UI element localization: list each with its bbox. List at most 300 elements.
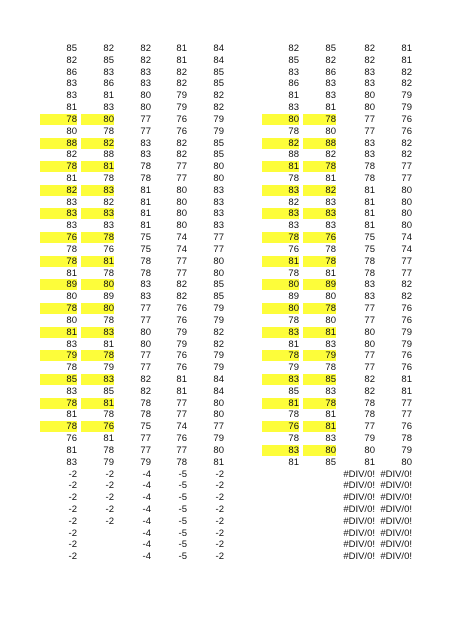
right-cell-r35-c2: 81 (364, 456, 375, 468)
right-cell-r39-c0 (262, 504, 299, 515)
left-cell-r9-c0: 82 (66, 149, 77, 161)
right-cell-r25-c0: 81 (288, 338, 299, 350)
right-cell-r15-c0: 83 (288, 220, 299, 232)
left-cell-r27-c3: 76 (176, 362, 187, 374)
right-cell-r1-c0: 85 (288, 54, 299, 66)
right-cell-r29-c2: 82 (364, 385, 375, 397)
left-cell-r0-c1: 82 (103, 43, 114, 54)
right-cell-r33-c0: 78 (288, 433, 299, 445)
right-cell-r9-c0: 88 (288, 149, 299, 161)
right-cell-r21-c0: 89 (288, 291, 299, 303)
right-cell-r41-c3: #DIV/0! (380, 527, 412, 539)
right-cell-r2-c0: 83 (288, 66, 299, 78)
left-cell-r35-c1: 79 (103, 456, 114, 468)
right-cell-r36-c0 (262, 469, 299, 480)
right-cell-r15-c2: 81 (364, 220, 375, 232)
left-cell-r42-c2: -4 (142, 539, 151, 551)
right-cell-r3-c0: 86 (288, 78, 299, 90)
right-cell-r30-c1: 78 (303, 398, 336, 409)
left-cell-r37-c4: -2 (215, 480, 224, 492)
left-cell-r26-c0: 79 (40, 350, 77, 361)
right-cell-r0-c1: 85 (325, 43, 336, 54)
left-cell-r34-c2: 77 (140, 444, 151, 456)
left-cell-r11-c4: 80 (213, 173, 224, 185)
left-cell-r7-c1: 78 (103, 125, 114, 137)
right-cell-r9-c3: 82 (401, 149, 412, 161)
left-cell-r22-c2: 77 (140, 303, 151, 315)
left-cell-r1-c1: 85 (103, 54, 114, 66)
right-cell-r29-c1: 83 (325, 385, 336, 397)
left-cell-r21-c4: 85 (213, 291, 224, 303)
left-cell-r31-c4: 80 (213, 409, 224, 421)
left-cell-r43-c1 (81, 551, 114, 562)
left-cell-r20-c4: 85 (213, 279, 224, 291)
left-cell-r14-c1: 83 (81, 208, 114, 219)
right-cell-r7-c1: 80 (325, 125, 336, 137)
left-cell-r6-c3: 76 (176, 113, 187, 125)
left-cell-r11-c0: 81 (66, 173, 77, 185)
right-cell-r8-c0: 82 (262, 138, 299, 149)
left-cell-r21-c1: 89 (103, 291, 114, 303)
right-cell-r12-c3: 80 (401, 184, 412, 196)
right-cell-r29-c3: 81 (401, 385, 412, 397)
left-cell-r19-c4: 80 (213, 267, 224, 279)
right-cell-r26-c0: 78 (262, 350, 299, 361)
left-cell-r5-c1: 83 (103, 102, 114, 114)
left-cell-r35-c2: 79 (140, 456, 151, 468)
left-cell-r39-c4: -2 (215, 503, 224, 515)
right-cell-r31-c0: 78 (288, 409, 299, 421)
right-cell-r43-c3: #DIV/0! (380, 551, 412, 563)
left-cell-r13-c1: 82 (103, 196, 114, 208)
left-cell-r40-c4: -2 (215, 515, 224, 527)
left-cell-r33-c2: 77 (140, 433, 151, 445)
right-cell-r20-c1: 89 (303, 279, 336, 290)
left-cell-r17-c4: 77 (213, 243, 224, 255)
right-cell-r21-c1: 80 (325, 291, 336, 303)
right-cell-r11-c0: 78 (288, 173, 299, 185)
right-cell-r5-c3: 79 (401, 102, 412, 114)
left-cell-r30-c2: 78 (140, 397, 151, 409)
left-cell-r41-c1 (81, 528, 114, 539)
left-cell-r13-c4: 83 (213, 196, 224, 208)
left-cell-r27-c0: 78 (66, 362, 77, 374)
right-cell-r18-c0: 81 (262, 256, 299, 267)
left-cell-r2-c2: 83 (140, 66, 151, 78)
left-cell-r23-c0: 80 (66, 314, 77, 326)
left-cell-r8-c4: 85 (213, 137, 224, 149)
right-cell-r42-c2: #DIV/0! (343, 539, 375, 551)
right-cell-r3-c1: 83 (325, 78, 336, 90)
left-cell-r7-c2: 77 (140, 125, 151, 137)
left-cell-r9-c1: 88 (103, 149, 114, 161)
left-cell-r37-c0: -2 (68, 480, 77, 492)
left-cell-r34-c1: 78 (103, 444, 114, 456)
left-cell-r28-c3: 81 (176, 373, 187, 385)
left-cell-r29-c3: 81 (176, 385, 187, 397)
left-cell-r42-c4: -2 (215, 539, 224, 551)
left-cell-r19-c0: 81 (66, 267, 77, 279)
left-cell-r19-c3: 77 (176, 267, 187, 279)
left-cell-r43-c2: -4 (142, 551, 151, 563)
left-cell-r13-c0: 83 (66, 196, 77, 208)
left-cell-r32-c1: 76 (81, 421, 114, 432)
right-cell-r20-c3: 82 (401, 279, 412, 291)
left-cell-r33-c3: 76 (176, 433, 187, 445)
right-cell-r20-c2: 83 (364, 279, 375, 291)
left-cell-r36-c3: -5 (178, 468, 187, 480)
right-cell-r27-c2: 77 (364, 362, 375, 374)
left-cell-r8-c1: 82 (81, 138, 114, 149)
right-cell-r36-c2: #DIV/0! (343, 468, 375, 480)
right-cell-r25-c3: 79 (401, 338, 412, 350)
right-cell-r21-c3: 82 (401, 291, 412, 303)
left-cell-r6-c2: 77 (140, 113, 151, 125)
left-cell-r12-c1: 83 (81, 185, 114, 196)
right-cell-r12-c2: 81 (364, 184, 375, 196)
right-cell-r17-c3: 74 (401, 243, 412, 255)
left-cell-r42-c3: -5 (178, 539, 187, 551)
left-cell-r24-c2: 80 (140, 326, 151, 338)
left-cell-r30-c3: 77 (176, 397, 187, 409)
left-cell-r6-c4: 79 (213, 113, 224, 125)
left-cell-r25-c3: 79 (176, 338, 187, 350)
right-cell-r0-c2: 82 (364, 43, 375, 54)
right-cell-r33-c1: 83 (325, 433, 336, 445)
left-cell-r10-c0: 78 (40, 161, 77, 172)
left-cell-r15-c3: 80 (176, 220, 187, 232)
left-cell-r2-c1: 83 (103, 66, 114, 78)
left-cell-r18-c1: 81 (81, 256, 114, 267)
right-cell-r7-c0: 78 (288, 125, 299, 137)
left-cell-r12-c2: 81 (140, 184, 151, 196)
right-cell-r30-c3: 77 (401, 397, 412, 409)
right-cell-r22-c3: 76 (401, 303, 412, 315)
left-cell-r31-c0: 81 (66, 409, 77, 421)
right-cell-r10-c0: 81 (262, 161, 299, 172)
left-cell-r23-c3: 76 (176, 314, 187, 326)
right-cell-r43-c1 (303, 551, 336, 562)
left-cell-r32-c4: 77 (213, 421, 224, 433)
right-cell-r31-c2: 78 (364, 409, 375, 421)
right-cell-r8-c1: 88 (303, 138, 336, 149)
left-cell-r35-c3: 78 (176, 456, 187, 468)
left-cell-r17-c3: 74 (176, 243, 187, 255)
right-cell-r12-c0: 83 (262, 185, 299, 196)
left-cell-r29-c0: 83 (66, 385, 77, 397)
left-cell-r34-c0: 81 (66, 444, 77, 456)
right-cell-r27-c3: 76 (401, 362, 412, 374)
left-cell-r34-c4: 80 (213, 444, 224, 456)
left-cell-r32-c0: 78 (40, 421, 77, 432)
left-cell-r20-c0: 89 (40, 279, 77, 290)
right-cell-r36-c1 (303, 469, 336, 480)
left-cell-r9-c2: 83 (140, 149, 151, 161)
left-cell-r24-c3: 79 (176, 326, 187, 338)
left-cell-r28-c1: 83 (81, 374, 114, 385)
left-cell-r36-c0: -2 (68, 468, 77, 480)
left-cell-r3-c4: 85 (213, 78, 224, 90)
left-cell-r2-c4: 85 (213, 66, 224, 78)
left-cell-r9-c3: 82 (176, 149, 187, 161)
right-cell-r12-c1: 82 (303, 185, 336, 196)
right-cell-r8-c3: 82 (401, 137, 412, 149)
left-cell-r10-c3: 77 (176, 161, 187, 173)
left-cell-r15-c4: 83 (213, 220, 224, 232)
right-cell-r27-c0: 79 (288, 362, 299, 374)
right-cell-r39-c2: #DIV/0! (343, 503, 375, 515)
left-cell-r4-c4: 82 (213, 90, 224, 102)
left-cell-r24-c0: 81 (40, 327, 77, 338)
right-cell-r33-c2: 79 (364, 433, 375, 445)
right-cell-r1-c3: 81 (401, 54, 412, 66)
right-cell-r11-c3: 77 (401, 173, 412, 185)
right-cell-r11-c1: 81 (325, 173, 336, 185)
right-cell-r13-c1: 83 (325, 196, 336, 208)
right-cell-r2-c2: 83 (364, 66, 375, 78)
right-cell-r29-c0: 85 (288, 385, 299, 397)
right-cell-r0-c0: 82 (288, 43, 299, 54)
right-cell-r14-c3: 80 (401, 208, 412, 220)
right-cell-r25-c1: 83 (325, 338, 336, 350)
left-cell-r32-c2: 75 (140, 421, 151, 433)
right-cell-r41-c0 (262, 528, 299, 539)
right-cell-r40-c3: #DIV/0! (380, 515, 412, 527)
left-cell-r43-c0: -2 (68, 551, 77, 563)
left-cell-r36-c1: -2 (105, 468, 114, 480)
left-cell-r26-c4: 79 (213, 350, 224, 362)
right-cell-r34-c0: 83 (262, 445, 299, 456)
right-cell-r18-c2: 78 (364, 255, 375, 267)
right-cell-r23-c3: 76 (401, 314, 412, 326)
left-cell-r22-c0: 78 (40, 303, 77, 314)
left-cell-r33-c0: 76 (66, 433, 77, 445)
left-cell-r18-c3: 77 (176, 255, 187, 267)
right-cell-r32-c3: 76 (401, 421, 412, 433)
right-cell-r22-c1: 78 (303, 303, 336, 314)
right-cell-r27-c1: 78 (325, 362, 336, 374)
left-cell-r39-c2: -4 (142, 503, 151, 515)
left-cell-r3-c2: 83 (140, 78, 151, 90)
right-cell-r18-c1: 78 (303, 256, 336, 267)
left-cell-r4-c0: 83 (66, 90, 77, 102)
right-cell-r23-c2: 77 (364, 314, 375, 326)
left-cell-r35-c0: 83 (66, 456, 77, 468)
right-cell-r15-c1: 83 (325, 220, 336, 232)
right-cell-r8-c2: 83 (364, 137, 375, 149)
right-cell-r5-c2: 80 (364, 102, 375, 114)
right-cell-r11-c2: 78 (364, 173, 375, 185)
left-cell-r41-c0: -2 (68, 527, 77, 539)
left-cell-r36-c2: -4 (142, 468, 151, 480)
left-cell-r2-c0: 86 (66, 66, 77, 78)
right-cell-r0-c3: 81 (401, 43, 412, 54)
right-cell-r19-c0: 78 (288, 267, 299, 279)
right-cell-r5-c1: 81 (325, 102, 336, 114)
left-cell-r10-c1: 81 (81, 161, 114, 172)
left-cell-r37-c2: -4 (142, 480, 151, 492)
left-cell-r26-c2: 77 (140, 350, 151, 362)
left-cell-r38-c0: -2 (68, 492, 77, 504)
left-cell-r8-c2: 83 (140, 137, 151, 149)
right-cell-r31-c3: 77 (401, 409, 412, 421)
left-cell-r31-c3: 77 (176, 409, 187, 421)
right-cell-r17-c1: 78 (325, 243, 336, 255)
left-cell-r25-c0: 83 (66, 338, 77, 350)
right-cell-r38-c2: #DIV/0! (343, 492, 375, 504)
right-cell-r34-c3: 79 (401, 444, 412, 456)
right-cell-r26-c2: 77 (364, 350, 375, 362)
left-cell-r0-c3: 81 (176, 43, 187, 54)
left-cell-r34-c3: 77 (176, 444, 187, 456)
right-cell-r34-c1: 80 (303, 445, 336, 456)
left-cell-r7-c4: 79 (213, 125, 224, 137)
left-cell-r10-c4: 80 (213, 161, 224, 173)
left-cell-r1-c3: 81 (176, 54, 187, 66)
right-cell-r6-c3: 76 (401, 113, 412, 125)
left-cell-r11-c1: 78 (103, 173, 114, 185)
right-cell-r37-c1 (303, 480, 336, 491)
right-cell-r33-c3: 78 (401, 433, 412, 445)
left-cell-r27-c2: 77 (140, 362, 151, 374)
right-cell-r1-c2: 82 (364, 54, 375, 66)
left-cell-r0-c4: 84 (213, 43, 224, 54)
right-cell-r3-c2: 83 (364, 78, 375, 90)
right-cell-r24-c2: 80 (364, 326, 375, 338)
right-cell-r9-c1: 82 (325, 149, 336, 161)
right-cell-r31-c1: 81 (325, 409, 336, 421)
right-cell-r24-c1: 81 (303, 327, 336, 338)
right-cell-r19-c1: 81 (325, 267, 336, 279)
right-cell-r40-c2: #DIV/0! (343, 515, 375, 527)
left-cell-r21-c0: 80 (66, 291, 77, 303)
left-cell-r3-c0: 83 (66, 78, 77, 90)
right-cell-r23-c0: 78 (288, 314, 299, 326)
left-cell-r26-c3: 76 (176, 350, 187, 362)
left-cell-r27-c1: 79 (103, 362, 114, 374)
left-cell-r16-c3: 74 (176, 232, 187, 244)
left-cell-r40-c0: -2 (68, 515, 77, 527)
left-cell-r38-c1: -2 (105, 492, 114, 504)
left-cell-r21-c2: 83 (140, 291, 151, 303)
right-cell-r17-c2: 75 (364, 243, 375, 255)
left-cell-r21-c3: 82 (176, 291, 187, 303)
right-cell-r32-c1: 81 (303, 421, 336, 432)
left-cell-r4-c1: 81 (103, 90, 114, 102)
left-cell-r30-c1: 81 (81, 398, 114, 409)
left-cell-r15-c0: 83 (66, 220, 77, 232)
right-cell-r13-c0: 82 (288, 196, 299, 208)
left-cell-r15-c2: 81 (140, 220, 151, 232)
right-cell-r26-c3: 76 (401, 350, 412, 362)
left-cell-r20-c2: 83 (140, 279, 151, 291)
left-cell-r28-c2: 82 (140, 373, 151, 385)
left-cell-r22-c4: 79 (213, 303, 224, 315)
left-cell-r13-c3: 80 (176, 196, 187, 208)
right-cell-r4-c0: 81 (288, 90, 299, 102)
right-cell-r43-c2: #DIV/0! (343, 551, 375, 563)
left-cell-r40-c2: -4 (142, 515, 151, 527)
left-cell-r18-c0: 78 (40, 256, 77, 267)
left-cell-r31-c2: 78 (140, 409, 151, 421)
left-cell-r25-c4: 82 (213, 338, 224, 350)
left-cell-r29-c4: 84 (213, 385, 224, 397)
right-cell-r28-c0: 83 (262, 374, 299, 385)
right-cell-r3-c3: 82 (401, 78, 412, 90)
left-cell-r24-c4: 82 (213, 326, 224, 338)
left-cell-r13-c2: 81 (140, 196, 151, 208)
left-cell-r17-c0: 78 (66, 243, 77, 255)
right-cell-r1-c1: 82 (325, 54, 336, 66)
left-cell-r41-c2: -4 (142, 527, 151, 539)
left-cell-r35-c4: 81 (213, 456, 224, 468)
right-cell-r17-c0: 76 (288, 243, 299, 255)
right-cell-r35-c1: 85 (325, 456, 336, 468)
left-cell-r16-c2: 75 (140, 232, 151, 244)
left-cell-r12-c3: 80 (176, 184, 187, 196)
right-cell-r4-c3: 79 (401, 90, 412, 102)
left-cell-r41-c3: -5 (178, 527, 187, 539)
right-cell-r22-c0: 80 (262, 303, 299, 314)
left-cell-r0-c2: 82 (140, 43, 151, 54)
left-cell-r14-c4: 83 (213, 208, 224, 220)
right-cell-r28-c2: 82 (364, 373, 375, 385)
left-cell-r14-c0: 83 (40, 208, 77, 219)
right-cell-r19-c2: 78 (364, 267, 375, 279)
right-cell-r16-c0: 78 (262, 232, 299, 243)
right-cell-r14-c0: 83 (262, 208, 299, 219)
left-cell-r7-c0: 80 (66, 125, 77, 137)
right-cell-r28-c3: 81 (401, 373, 412, 385)
right-cell-r26-c1: 79 (303, 350, 336, 361)
right-cell-r10-c1: 78 (303, 161, 336, 172)
right-cell-r20-c0: 80 (262, 279, 299, 290)
left-cell-r19-c2: 78 (140, 267, 151, 279)
left-cell-r3-c1: 86 (103, 78, 114, 90)
left-cell-r43-c3: -5 (178, 551, 187, 563)
left-cell-r15-c1: 83 (103, 220, 114, 232)
right-cell-r40-c0 (262, 516, 299, 527)
right-cell-r6-c1: 78 (303, 114, 336, 125)
right-cell-r38-c1 (303, 492, 336, 503)
left-cell-r4-c2: 80 (140, 90, 151, 102)
left-cell-r7-c3: 76 (176, 125, 187, 137)
left-cell-r40-c1: -2 (105, 515, 114, 527)
right-cell-r14-c2: 81 (364, 208, 375, 220)
left-cell-r9-c4: 85 (213, 149, 224, 161)
left-cell-r14-c2: 81 (140, 208, 151, 220)
left-cell-r32-c3: 74 (176, 421, 187, 433)
left-cell-r18-c2: 78 (140, 255, 151, 267)
left-cell-r36-c4: -2 (215, 468, 224, 480)
left-cell-r8-c0: 88 (40, 138, 77, 149)
left-cell-r30-c0: 78 (40, 398, 77, 409)
right-cell-r14-c1: 83 (303, 208, 336, 219)
right-cell-r15-c3: 80 (401, 220, 412, 232)
right-cell-r6-c2: 77 (364, 113, 375, 125)
left-cell-r33-c4: 79 (213, 433, 224, 445)
left-cell-r25-c2: 80 (140, 338, 151, 350)
left-cell-r24-c1: 83 (81, 327, 114, 338)
left-cell-r39-c0: -2 (68, 503, 77, 515)
right-cell-r37-c0 (262, 480, 299, 491)
left-cell-r38-c4: -2 (215, 492, 224, 504)
left-cell-r16-c1: 78 (81, 232, 114, 243)
right-cell-r7-c2: 77 (364, 125, 375, 137)
right-cell-r30-c0: 81 (262, 398, 299, 409)
right-cell-r4-c1: 83 (325, 90, 336, 102)
right-cell-r38-c3: #DIV/0! (380, 492, 412, 504)
